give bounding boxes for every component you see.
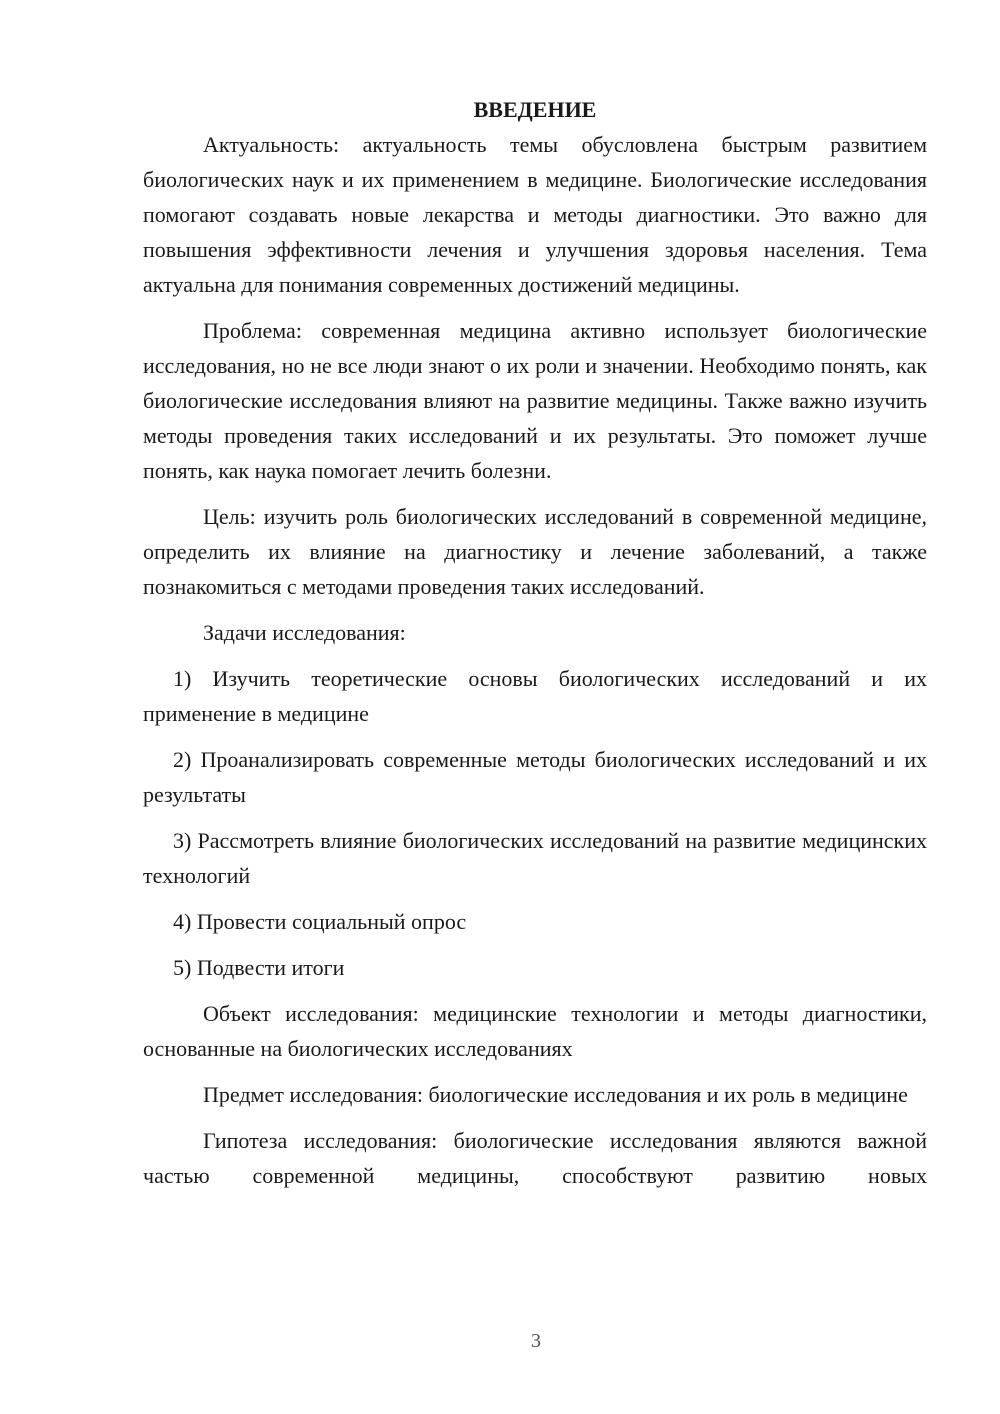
paragraph-hypothesis: Гипотеза исследования: биологические исследования являются важной частью современной медицины, способствуют развитию новых bbox=[143, 1128, 927, 1188]
task-item-2: 2) Проанализировать современные методы биологических исследований и их результаты bbox=[143, 747, 927, 807]
paragraph-tasks-heading: Задачи исследования: bbox=[203, 620, 406, 645]
paragraph-relevance: Актуальность: актуальность темы обусловлена быстрым развитием биологических наук и их применением в медицине. Биологические исследования помогают создавать новые лекарства и методы диагностики. Это важно для повышения эффективности лечения и улучшения здоровья населения. Тема актуальна для понимания современных достижений медицины. bbox=[143, 132, 927, 297]
task-item-1: 1) Изучить теоретические основы биологических исследований и их применение в медицине bbox=[143, 666, 927, 726]
task-item-4: 4) Провести социальный опрос bbox=[173, 909, 467, 934]
task-item-5: 5) Подвести итоги bbox=[173, 955, 345, 980]
task-item-3: 3) Рассмотреть влияние биологических исследований на развитие медицинских технологий bbox=[143, 828, 927, 888]
paragraph-problem: Проблема: современная медицина активно использует биологические исследования, но не все люди знают о их роли и значении. Необходимо понять, как биологические исследования влияют на развитие медицины. Также важно изучить методы проведения таких исследований и их результаты. Это поможет лучше понять, как наука помогает лечить болезни. bbox=[143, 318, 927, 483]
page-content bbox=[143, 92, 927, 1204]
page-number: 3 bbox=[531, 1330, 541, 1352]
paragraph-goal: Цель: изучить роль биологических исследований в современной медицине, определить их влияние на диагностику и лечение заболеваний, а также познакомиться с методами проведения таких исследований. bbox=[143, 504, 927, 599]
section-title: ВВЕДЕНИЕ bbox=[473, 97, 597, 122]
paragraph-subject: Предмет исследования: биологические исследования и их роль в медицине bbox=[203, 1082, 908, 1107]
paragraph-object: Объект исследования: медицинские технологии и методы диагностики, основанные на биологических исследованиях bbox=[143, 1001, 927, 1061]
